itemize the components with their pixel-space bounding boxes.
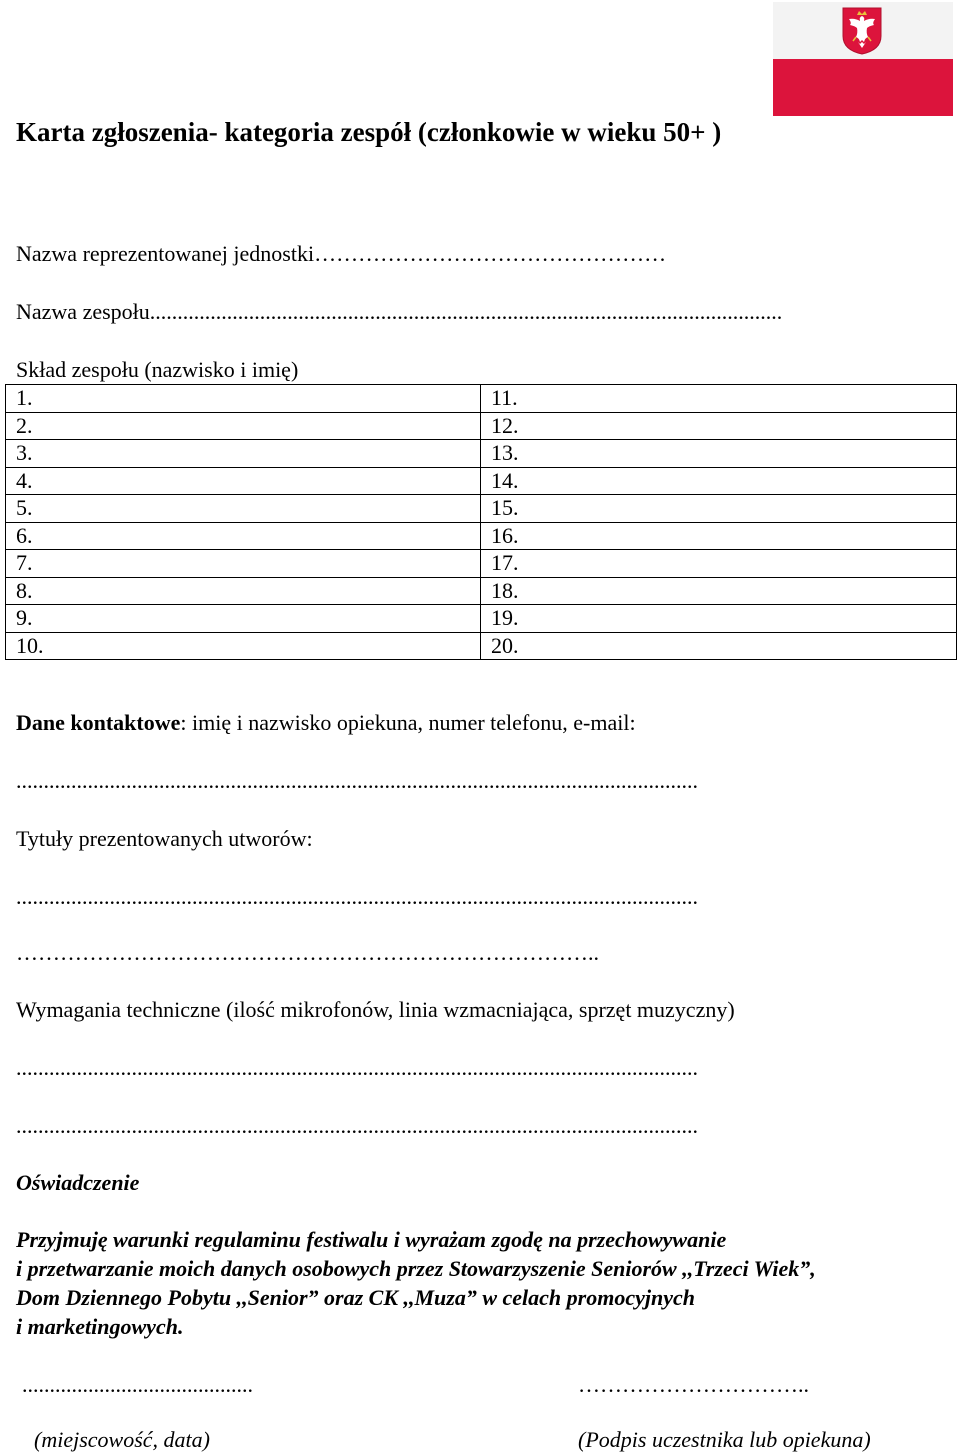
tech-requirements-field-2[interactable]: ............................................................................................................................ [16, 1113, 698, 1138]
team-name-line [16, 299, 782, 325]
tech-requirements-label: Wymagania techniczne (ilość mikrofonów, linia wzmacniająca, sprzęt muzyczny) [16, 997, 735, 1022]
member-cell-left[interactable]: 5. [6, 495, 481, 523]
signature-label: (Podpis uczestnika lub opiekuna) [578, 1427, 871, 1452]
contact-field[interactable]: ............................................................................................................................ [16, 768, 698, 793]
polish-eagle-emblem [841, 6, 883, 56]
page-title: Karta zgłoszenia- kategoria zespół (członkowie w wieku 50+ ) [16, 117, 722, 147]
members-label: Skład zespołu (nazwisko i imię) [16, 357, 299, 382]
member-cell-left[interactable]: 8. [6, 577, 481, 605]
member-cell-right[interactable]: 16. [481, 522, 957, 550]
team-name-field[interactable]: ................................................................................................................... [149, 299, 783, 324]
member-cell-right[interactable]: 13. [481, 440, 957, 468]
members-table-row [6, 440, 957, 468]
unit-name-field[interactable]: ………………………………………… [314, 241, 667, 266]
team-name-label: Nazwa zespołu [16, 299, 150, 324]
member-cell-right[interactable]: 18. [481, 577, 957, 605]
statement-line-2: i przetwarzanie moich danych osobowych przez Stowarzyszenie Seniorów ,,Trzeci Wiek”, [16, 1256, 816, 1281]
contact-line [16, 710, 636, 736]
member-cell-right[interactable]: 17. [481, 550, 957, 578]
member-cell-right[interactable]: 12. [481, 412, 957, 440]
member-cell-left[interactable]: 9. [6, 605, 481, 633]
polish-flag [773, 2, 953, 116]
member-cell-right[interactable]: 19. [481, 605, 957, 633]
member-cell-left[interactable]: 2. [6, 412, 481, 440]
members-table-row [6, 605, 957, 633]
statement-heading: Oświadczenie [16, 1170, 140, 1195]
member-cell-left[interactable]: 10. [6, 632, 481, 660]
members-table-row [6, 385, 957, 413]
members-table-row [6, 522, 957, 550]
members-table-row [6, 550, 957, 578]
member-cell-left[interactable]: 3. [6, 440, 481, 468]
statement-line-3: Dom Dziennego Pobytu ,,Senior” oraz CK ,,Muza” w celach promocyjnych [16, 1285, 695, 1310]
statement-line-4: i marketingowych. [16, 1314, 184, 1339]
works-titles-label: Tytuły prezentowanych utworów: [16, 826, 313, 851]
member-cell-left[interactable]: 6. [6, 522, 481, 550]
unit-name-line [16, 241, 666, 267]
contact-label-bold: Dane kontaktowe [16, 710, 181, 735]
unit-name-label: Nazwa reprezentowanej jednostki [16, 241, 315, 266]
place-date-field[interactable]: .......................................... [22, 1372, 253, 1397]
members-table [5, 384, 957, 660]
members-table-row [6, 577, 957, 605]
members-table-row [6, 412, 957, 440]
member-cell-right[interactable]: 11. [481, 385, 957, 413]
flag-red-stripe [773, 59, 953, 116]
member-cell-left[interactable]: 7. [6, 550, 481, 578]
works-titles-field-1[interactable]: ............................................................................................................................ [16, 884, 698, 909]
member-cell-right[interactable]: 20. [481, 632, 957, 660]
members-table-row [6, 632, 957, 660]
contact-label-rest: : imię i nazwisko opiekuna, numer telefonu, e-mail: [180, 710, 636, 735]
member-cell-right[interactable]: 15. [481, 495, 957, 523]
place-date-label: (miejscowość, data) [34, 1427, 210, 1452]
members-table-row [6, 495, 957, 523]
members-table-row [6, 467, 957, 495]
member-cell-left[interactable]: 4. [6, 467, 481, 495]
signature-field[interactable]: ………………………….. [578, 1372, 809, 1397]
member-cell-right[interactable]: 14. [481, 467, 957, 495]
statement-line-1: Przyjmuję warunki regulaminu festiwalu i wyrażam zgodę na przechowywanie [16, 1227, 727, 1252]
tech-requirements-field-1[interactable]: ............................................................................................................................ [16, 1055, 698, 1080]
member-cell-left[interactable]: 1. [6, 385, 481, 413]
works-titles-field-2[interactable]: …………………………………………………………………….. [16, 940, 599, 965]
